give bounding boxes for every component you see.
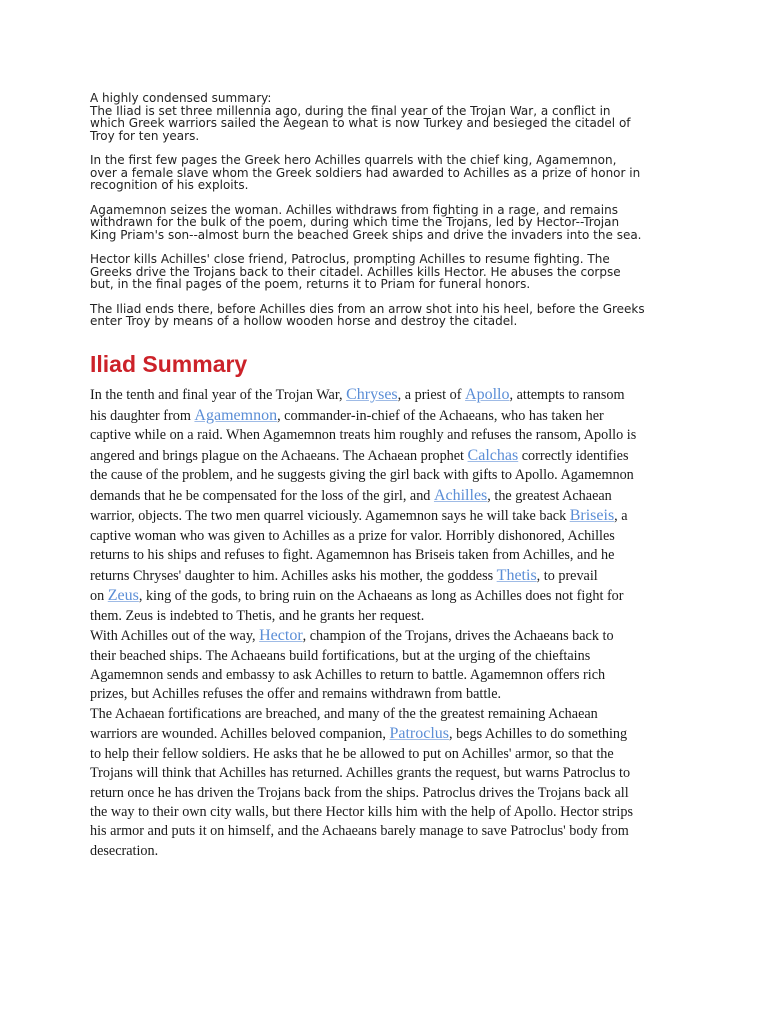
text-line [90,626,690,647]
text-line: over a female slave whom the Greek soldiers had awarded to Achilles as a prize of honor in [90,165,641,180]
text-span: , attempts to ransom [509,387,625,403]
text-line: prizes, but Achilles refuses the offer and remains withdrawn from battle. [90,686,502,703]
link-apollo[interactable]: Apollo [465,386,510,403]
text-span: warrior, objects. The two men quarrel viciously. Agamemnon says he will take back [90,508,570,525]
text-line: Troy for ten years. [90,128,200,143]
text-line: Hector kills Achilles' close friend, Patroclus, prompting Achilles to resume fighting. The [90,252,610,266]
text-line: captive while on a raid. When Agamemnon treats him roughly and refuses the ransom, Apollo is [90,427,637,444]
text-line: Greeks drive the Trojans back to their citadel. Achilles kills Hector. He abuses the corpse [90,264,621,279]
text-span: , the greatest Achaean [487,487,612,504]
condensed-paragraph-4 [90,253,690,291]
text-span: angered and brings plague on the Achaeans. The Achaean prophet [90,447,468,464]
text-line [90,446,690,467]
condensed-intro-label: A highly condensed summary: [90,91,272,105]
text-span: correctly identifies [518,447,629,464]
link-achilles[interactable]: Achilles [433,486,488,504]
text-span: , a priest of [397,387,466,403]
condensed-paragraph-5 [90,303,690,328]
text-line: returns to his ships and refuses to fight. Agamemnon has Briseis taken from Achilles, and he [90,547,615,564]
text-span: his daughter from [90,407,195,424]
text-line: The Iliad is set three millennia ago, during the final year of the Trojan War, a conflict in [90,103,611,118]
link-briseis[interactable]: Briseis [569,507,615,525]
text-span: , begs Achilles to do something [448,726,628,743]
condensed-paragraph-1 [90,92,690,142]
text-span: In the tenth and final year of the Trojan War, [90,387,347,403]
text-line: his armor and puts it on himself, and the Achaeans barely manage to save Patroclus' body from [90,823,629,840]
text-line [90,385,690,406]
text-span: , a [614,508,628,525]
text-span: returns Chryses' daughter to him. Achilles asks his mother, the goddess [90,567,497,584]
text-line [90,506,690,527]
text-line: to help their fellow soldiers. He asks that he be allowed to put on Achilles' armor, so that the [90,745,614,762]
text-span: demands that he be compensated for the loss of the girl, and [90,487,434,504]
text-line: enter Troy by means of a hollow wooden horse and destroy the citadel. [90,314,518,328]
text-line [90,586,690,607]
text-line [90,486,690,507]
text-line: return once he has driven the Trojans back from the ships. Patroclus drives the Trojans back all [90,784,629,801]
text-line [90,406,690,427]
text-line: Agamemnon sends and embassy to ask Achilles to return to battle. Agamemnon offers rich [90,667,606,684]
text-line [90,724,690,745]
text-line: the cause of the problem, and he suggests giving the girl back with gifts to Apollo. Agamemnon [90,467,634,484]
text-line: Trojans will think that Achilles has returned. Achilles grants the request, but warns Patroclus to [90,765,631,782]
page-title: Iliad Summary [90,351,248,377]
text-span: , commander-in-chief of the Achaeans, who has taken her [277,407,604,424]
text-span: on [90,588,108,605]
condensed-paragraph-2 [90,154,690,192]
text-span: , champion of the Trojans, drives the Achaeans back to [302,628,614,645]
link-chryses[interactable]: Chryses [346,386,398,403]
text-line: captive woman who was given to Achilles as a prize for valor. Horribly dishonored, Achilles [90,527,615,544]
link-patroclus[interactable]: Patroclus [389,725,449,743]
link-hector[interactable]: Hector [259,627,303,645]
text-line: withdrawn for the bulk of the poem, during which time the Trojans, led by Hector--Trojan [90,215,620,229]
link-agamemnon[interactable]: Agamemnon [194,406,278,424]
text-line: The Achaean fortifications are breached, and many of the the greatest remaining Achaean [90,705,598,722]
text-span: , king of the gods, to bring ruin on the Achaeans as long as Achilles does not fight for [138,588,624,605]
text-line: Agamemnon seizes the woman. Achilles withdraws from fighting in a rage, and remains [90,202,618,217]
condensed-summary [90,92,690,340]
link-calchas[interactable]: Calchas [467,446,519,464]
text-line [90,566,690,587]
text-line: recognition of his exploits. [90,178,249,192]
text-line: the way to their own city walls, but there Hector kills him with the help of Apollo. Hector strips [90,804,633,821]
condensed-paragraph-3 [90,204,690,242]
text-line: which Greek warriors sailed the Aegean to what is now Turkey and besieged the citadel of [90,116,631,130]
text-span: With Achilles out of the way, [90,628,260,645]
text-span: , to prevail [536,567,598,584]
text-line: In the first few pages the Greek hero Achilles quarrels with the chief king, Agamemnon, [90,153,617,167]
text-line: their beached ships. The Achaeans build fortifications, but at the urging of the chieftains [90,647,591,664]
link-thetis[interactable]: Thetis [496,566,537,584]
text-line: them. Zeus is indebted to Thetis, and he grants her request. [90,607,425,624]
text-span: warriors are wounded. Achilles beloved companion, [90,726,390,743]
text-line: The Iliad ends there, before Achilles dies from an arrow shot into his heel, before the Greeks [90,301,645,316]
link-zeus[interactable]: Zeus [107,587,139,605]
text-line: desecration. [90,842,159,859]
text-line: King Priam's son--almost burn the beached Greek ships and drive the invaders into the sea. [90,227,642,242]
summary-body [90,385,690,861]
text-line: but, in the final pages of the poem, returns it to Priam for funeral honors. [90,277,531,291]
